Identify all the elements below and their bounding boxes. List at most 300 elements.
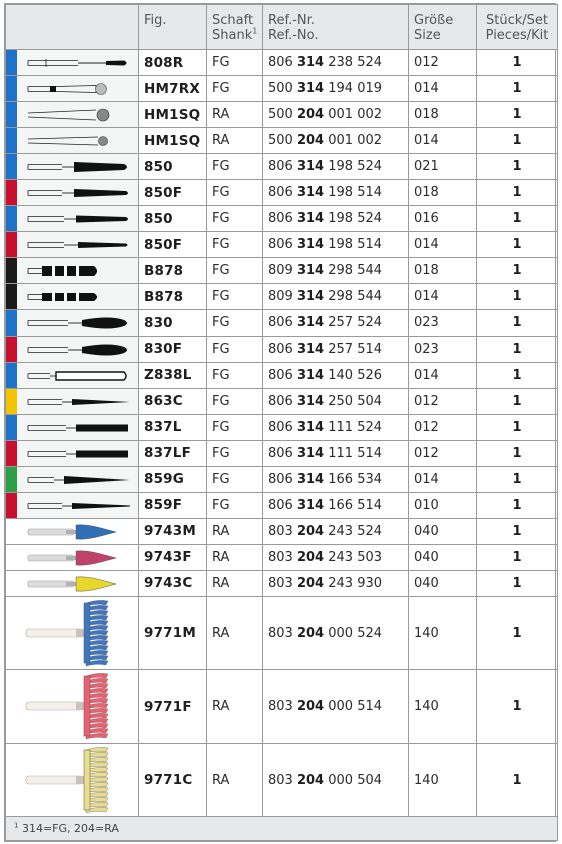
ref-part-shank-code: 314 <box>296 211 325 227</box>
table-row <box>6 102 558 128</box>
ref-cell <box>263 388 409 414</box>
size-cell: 014 <box>409 76 477 102</box>
ref-part-shank-code: 314 <box>296 393 325 409</box>
header-ref: Ref.-Nr. Ref.-No. <box>263 5 409 50</box>
ref-part-a: 806 <box>268 341 293 357</box>
shank-cell: FG <box>207 388 263 414</box>
ref-cell <box>263 544 409 570</box>
ref-part-a: 806 <box>268 367 293 383</box>
fig-cell: 850 <box>139 206 207 232</box>
table-row <box>6 284 558 310</box>
shank-cell: FG <box>207 154 263 180</box>
bur-shape <box>78 242 128 248</box>
fig-cell: 850F <box>139 232 207 258</box>
bur-image-cell <box>6 232 139 258</box>
fig-cell: 9771C <box>139 743 207 817</box>
ref-part-c: 166 534 <box>328 471 383 487</box>
ref-part-shank-code: 204 <box>296 575 325 591</box>
bur-shape <box>99 137 108 146</box>
table-row <box>6 670 558 744</box>
bur-image-cell <box>6 258 139 284</box>
bur-shape <box>76 702 84 710</box>
header-shank: Schaft Shank$^1$ <box>207 5 263 50</box>
header-fig: Fig. <box>139 5 207 50</box>
size-cell: 012 <box>409 414 477 440</box>
bur-shape <box>84 603 90 663</box>
qty-cell: 1 <box>477 466 558 492</box>
bur-illustration <box>6 50 137 76</box>
ref-cell <box>263 670 409 744</box>
shank-cell: RA <box>207 670 263 744</box>
bur-shape <box>76 216 128 223</box>
table-row <box>6 50 558 76</box>
bur-image-cell <box>6 180 139 206</box>
ref-part-c: 198 524 <box>328 159 383 175</box>
ref-part-c: 000 514 <box>328 699 383 715</box>
bur-image-cell <box>6 596 139 670</box>
fig-cell: B878 <box>139 284 207 310</box>
bur-shape <box>42 293 97 301</box>
size-cell: 014 <box>409 128 477 154</box>
qty-cell: 1 <box>477 670 558 744</box>
bur-image-cell <box>6 206 139 232</box>
bur-image-cell <box>6 743 139 817</box>
bur-image-cell <box>6 414 139 440</box>
ref-cell <box>263 76 409 102</box>
bur-image-cell <box>6 388 139 414</box>
fig-cell: 837L <box>139 414 207 440</box>
bur-illustration <box>6 232 137 258</box>
product-table-container <box>4 3 556 842</box>
shank-cell: FG <box>207 336 263 362</box>
bur-image-cell <box>6 362 139 388</box>
bur-shape <box>76 525 116 539</box>
qty-cell: 1 <box>477 518 558 544</box>
ref-part-c: 000 504 <box>328 772 383 788</box>
bur-shape <box>76 424 128 431</box>
ref-cell <box>263 414 409 440</box>
ref-part-a: 806 <box>268 471 293 487</box>
table-row <box>6 154 558 180</box>
ref-cell <box>263 440 409 466</box>
fig-cell: HM7RX <box>139 76 207 102</box>
size-cell: 140 <box>409 596 477 670</box>
shank-cell: RA <box>207 544 263 570</box>
ref-cell <box>263 232 409 258</box>
ref-cell <box>263 102 409 128</box>
size-cell: 014 <box>409 362 477 388</box>
shank-cell: FG <box>207 180 263 206</box>
bur-image-cell <box>6 336 139 362</box>
fig-cell: B878 <box>139 258 207 284</box>
bur-image-cell <box>6 570 139 596</box>
table-row <box>6 466 558 492</box>
table-row <box>6 362 558 388</box>
qty-cell: 1 <box>477 284 558 310</box>
bur-shape <box>84 676 90 736</box>
qty-cell: 1 <box>477 570 558 596</box>
qty-cell: 1 <box>477 76 558 102</box>
ref-part-a: 803 <box>268 625 293 641</box>
ref-part-shank-code: 314 <box>296 445 325 461</box>
bur-illustration <box>6 363 137 389</box>
footnote-row <box>6 817 558 841</box>
qty-cell: 1 <box>477 492 558 518</box>
bur-shape <box>97 109 109 121</box>
size-cell: 023 <box>409 310 477 336</box>
table-row <box>6 570 558 596</box>
qty-cell: 1 <box>477 206 558 232</box>
ref-cell <box>263 336 409 362</box>
ref-part-c: 001 002 <box>328 133 383 149</box>
ref-part-c: 111 524 <box>328 419 383 435</box>
ref-part-a: 806 <box>268 237 293 253</box>
bur-illustration <box>6 180 137 206</box>
fig-cell: 808R <box>139 50 207 76</box>
ref-part-a: 809 <box>268 263 293 279</box>
ref-part-a: 806 <box>268 393 293 409</box>
ref-cell <box>263 310 409 336</box>
bur-image-cell <box>6 310 139 336</box>
bur-image-cell <box>6 518 139 544</box>
table-row <box>6 414 558 440</box>
ref-part-a: 803 <box>268 575 293 591</box>
ref-part-shank-code: 204 <box>296 625 325 641</box>
ref-cell <box>263 284 409 310</box>
bur-illustration <box>6 154 137 180</box>
bur-shape <box>52 266 55 276</box>
bur-image-cell <box>6 466 139 492</box>
bur-illustration <box>6 493 137 519</box>
bur-illustration <box>6 258 137 284</box>
size-cell: 023 <box>409 336 477 362</box>
qty-cell: 1 <box>477 232 558 258</box>
size-cell: 016 <box>409 206 477 232</box>
bur-image-cell <box>6 50 139 76</box>
ref-part-c: 243 930 <box>328 575 383 591</box>
ref-part-c: 166 514 <box>328 497 383 513</box>
ref-part-shank-code: 314 <box>296 289 325 305</box>
ref-part-a: 500 <box>268 81 293 97</box>
size-cell: 018 <box>409 102 477 128</box>
shank-cell: RA <box>207 596 263 670</box>
shank-cell: FG <box>207 362 263 388</box>
ref-part-shank-code: 204 <box>296 699 325 715</box>
qty-cell: 1 <box>477 440 558 466</box>
bur-shape <box>76 776 84 784</box>
size-cell: 040 <box>409 544 477 570</box>
ref-cell <box>263 258 409 284</box>
ref-part-c: 298 544 <box>328 263 383 279</box>
ref-part-a: 806 <box>268 211 293 227</box>
ref-cell <box>263 466 409 492</box>
ref-part-a: 806 <box>268 419 293 435</box>
ref-part-c: 198 514 <box>328 185 383 201</box>
fig-cell: 830 <box>139 310 207 336</box>
bur-shape <box>82 344 127 355</box>
table-row <box>6 206 558 232</box>
table-header-row <box>6 5 558 50</box>
bur-shape <box>28 137 98 145</box>
ref-cell <box>263 50 409 76</box>
bur-illustration <box>6 206 137 232</box>
header-size: Größe Size <box>409 5 477 50</box>
qty-cell: 1 <box>477 336 558 362</box>
table-row <box>6 336 558 362</box>
size-cell: 040 <box>409 570 477 596</box>
ref-part-c: 198 514 <box>328 237 383 253</box>
fig-cell: 9771M <box>139 596 207 670</box>
ref-part-c: 257 514 <box>328 341 383 357</box>
bur-shape <box>76 293 79 301</box>
bur-shape <box>64 293 67 301</box>
shank-cell: FG <box>207 284 263 310</box>
ref-part-c: 257 524 <box>328 315 383 331</box>
ref-part-c: 238 524 <box>328 55 383 71</box>
ref-part-c: 250 504 <box>328 393 383 409</box>
bur-illustration <box>6 519 137 545</box>
ref-part-shank-code: 314 <box>296 367 325 383</box>
table-row <box>6 128 558 154</box>
ref-part-shank-code: 204 <box>296 523 325 539</box>
shank-cell: FG <box>207 466 263 492</box>
shank-cell: RA <box>207 128 263 154</box>
ref-part-a: 803 <box>268 772 293 788</box>
table-row <box>6 518 558 544</box>
ref-part-c: 298 544 <box>328 289 383 305</box>
size-cell: 018 <box>409 180 477 206</box>
bur-shape <box>64 266 67 276</box>
ref-part-shank-code: 314 <box>296 81 325 97</box>
shank-cell: RA <box>207 743 263 817</box>
bur-image-cell <box>6 154 139 180</box>
shank-cell: FG <box>207 258 263 284</box>
qty-cell: 1 <box>477 102 558 128</box>
fig-cell: 859G <box>139 466 207 492</box>
ref-part-c: 000 524 <box>328 625 383 641</box>
shank-cell: FG <box>207 492 263 518</box>
ref-part-a: 806 <box>268 315 293 331</box>
fig-cell: 830F <box>139 336 207 362</box>
bur-shape <box>50 86 56 92</box>
bur-image-cell <box>6 102 139 128</box>
ref-part-shank-code: 314 <box>296 237 325 253</box>
bur-illustration <box>6 441 137 467</box>
table-row <box>6 310 558 336</box>
size-cell: 040 <box>409 518 477 544</box>
product-table <box>5 4 558 841</box>
fig-cell: 837LF <box>139 440 207 466</box>
qty-cell: 1 <box>477 154 558 180</box>
ref-cell <box>263 180 409 206</box>
bur-image-cell <box>6 440 139 466</box>
ref-part-a: 500 <box>268 107 293 123</box>
bur-shape <box>74 162 127 172</box>
header-qty: Stück/Set Pieces/Kit <box>477 5 558 50</box>
bur-shape <box>72 503 130 509</box>
bur-shape <box>26 702 84 710</box>
qty-cell: 1 <box>477 180 558 206</box>
bur-image-cell <box>6 284 139 310</box>
table-row <box>6 492 558 518</box>
size-cell: 014 <box>409 466 477 492</box>
bur-shape <box>76 450 128 457</box>
bur-image-cell <box>6 76 139 102</box>
ref-part-shank-code: 314 <box>296 263 325 279</box>
ref-part-c: 243 524 <box>328 523 383 539</box>
header-image-col <box>6 5 139 50</box>
bur-image-cell <box>6 492 139 518</box>
ref-part-a: 806 <box>268 445 293 461</box>
ref-part-shank-code: 314 <box>296 315 325 331</box>
bur-illustration <box>6 310 137 336</box>
table-row <box>6 544 558 570</box>
fig-cell: 9743F <box>139 544 207 570</box>
ref-part-c: 140 526 <box>328 367 383 383</box>
table-row <box>6 258 558 284</box>
bur-shape <box>72 399 130 405</box>
fig-cell: 9743C <box>139 570 207 596</box>
qty-cell: 1 <box>477 362 558 388</box>
bur-illustration <box>6 102 137 128</box>
bur-shape <box>26 629 84 637</box>
shank-cell: FG <box>207 414 263 440</box>
size-cell: 014 <box>409 232 477 258</box>
fig-cell: HM1SQ <box>139 102 207 128</box>
bur-image-cell <box>6 670 139 744</box>
bur-shape <box>76 266 79 276</box>
qty-cell: 1 <box>477 50 558 76</box>
ref-part-a: 803 <box>268 549 293 565</box>
bur-illustration <box>6 337 137 363</box>
bur-illustration <box>6 415 137 441</box>
ref-cell <box>263 518 409 544</box>
bur-shape <box>74 189 128 197</box>
shank-cell: FG <box>207 310 263 336</box>
size-cell: 021 <box>409 154 477 180</box>
bur-shape <box>64 476 130 484</box>
size-cell: 014 <box>409 284 477 310</box>
ref-part-shank-code: 314 <box>296 341 325 357</box>
ref-part-a: 806 <box>268 55 293 71</box>
qty-cell: 1 <box>477 388 558 414</box>
ref-cell <box>263 570 409 596</box>
table-row <box>6 232 558 258</box>
ref-part-shank-code: 204 <box>296 133 325 149</box>
bur-illustration <box>6 744 137 817</box>
bur-illustration <box>6 128 137 154</box>
bur-image-cell <box>6 544 139 570</box>
ref-cell <box>263 128 409 154</box>
ref-part-shank-code: 314 <box>296 185 325 201</box>
ref-part-a: 803 <box>268 523 293 539</box>
table-row <box>6 440 558 466</box>
ref-part-a: 803 <box>268 699 293 715</box>
ref-part-a: 806 <box>268 497 293 513</box>
bur-shape <box>76 577 116 591</box>
bur-shape <box>76 551 116 565</box>
table-row <box>6 596 558 670</box>
bur-illustration <box>6 571 137 597</box>
size-cell: 140 <box>409 743 477 817</box>
bur-shape <box>96 84 107 95</box>
fig-cell: 863C <box>139 388 207 414</box>
bur-illustration <box>6 284 137 310</box>
bur-shape <box>56 86 96 93</box>
shank-cell: FG <box>207 232 263 258</box>
bur-shape <box>56 372 126 380</box>
qty-cell: 1 <box>477 414 558 440</box>
ref-part-c: 111 514 <box>328 445 383 461</box>
size-cell: 012 <box>409 440 477 466</box>
qty-cell: 1 <box>477 743 558 817</box>
bur-shape <box>106 61 127 66</box>
bur-shape <box>84 750 90 810</box>
size-cell: 012 <box>409 50 477 76</box>
bur-shape <box>26 776 84 784</box>
size-cell: 010 <box>409 492 477 518</box>
qty-cell: 1 <box>477 596 558 670</box>
footnote: $^1$ 314=FG, 204=RA <box>6 817 558 841</box>
bur-illustration <box>6 597 137 670</box>
ref-part-shank-code: 314 <box>296 55 325 71</box>
ref-part-a: 806 <box>268 159 293 175</box>
ref-part-a: 806 <box>268 185 293 201</box>
qty-cell: 1 <box>477 544 558 570</box>
size-cell: 018 <box>409 258 477 284</box>
bur-shape <box>52 293 55 301</box>
qty-cell: 1 <box>477 258 558 284</box>
ref-cell <box>263 492 409 518</box>
shank-cell: FG <box>207 76 263 102</box>
ref-part-shank-code: 314 <box>296 419 325 435</box>
bur-illustration <box>6 545 137 571</box>
bur-shape <box>28 110 96 120</box>
ref-part-c: 001 002 <box>328 107 383 123</box>
bur-illustration <box>6 467 137 493</box>
ref-part-a: 809 <box>268 289 293 305</box>
ref-cell <box>263 154 409 180</box>
bur-shape <box>82 318 127 329</box>
bur-illustration <box>6 76 137 102</box>
ref-part-shank-code: 314 <box>296 471 325 487</box>
ref-cell <box>263 743 409 817</box>
ref-part-c: 198 524 <box>328 211 383 227</box>
ref-part-c: 243 503 <box>328 549 383 565</box>
fig-cell: 9771F <box>139 670 207 744</box>
ref-cell <box>263 362 409 388</box>
bur-illustration <box>6 670 137 743</box>
ref-cell <box>263 206 409 232</box>
ref-cell <box>263 596 409 670</box>
size-cell: 140 <box>409 670 477 744</box>
fig-cell: Z838L <box>139 362 207 388</box>
shank-cell: RA <box>207 570 263 596</box>
fig-cell: 850 <box>139 154 207 180</box>
bur-shape <box>76 629 84 637</box>
bur-illustration <box>6 389 137 415</box>
fig-cell: 859F <box>139 492 207 518</box>
ref-part-shank-code: 314 <box>296 159 325 175</box>
qty-cell: 1 <box>477 310 558 336</box>
qty-cell: 1 <box>477 128 558 154</box>
fig-cell: 850F <box>139 180 207 206</box>
fig-cell: HM1SQ <box>139 128 207 154</box>
ref-part-shank-code: 204 <box>296 549 325 565</box>
shank-cell: RA <box>207 518 263 544</box>
shank-cell: RA <box>207 102 263 128</box>
bur-shape <box>42 266 97 276</box>
